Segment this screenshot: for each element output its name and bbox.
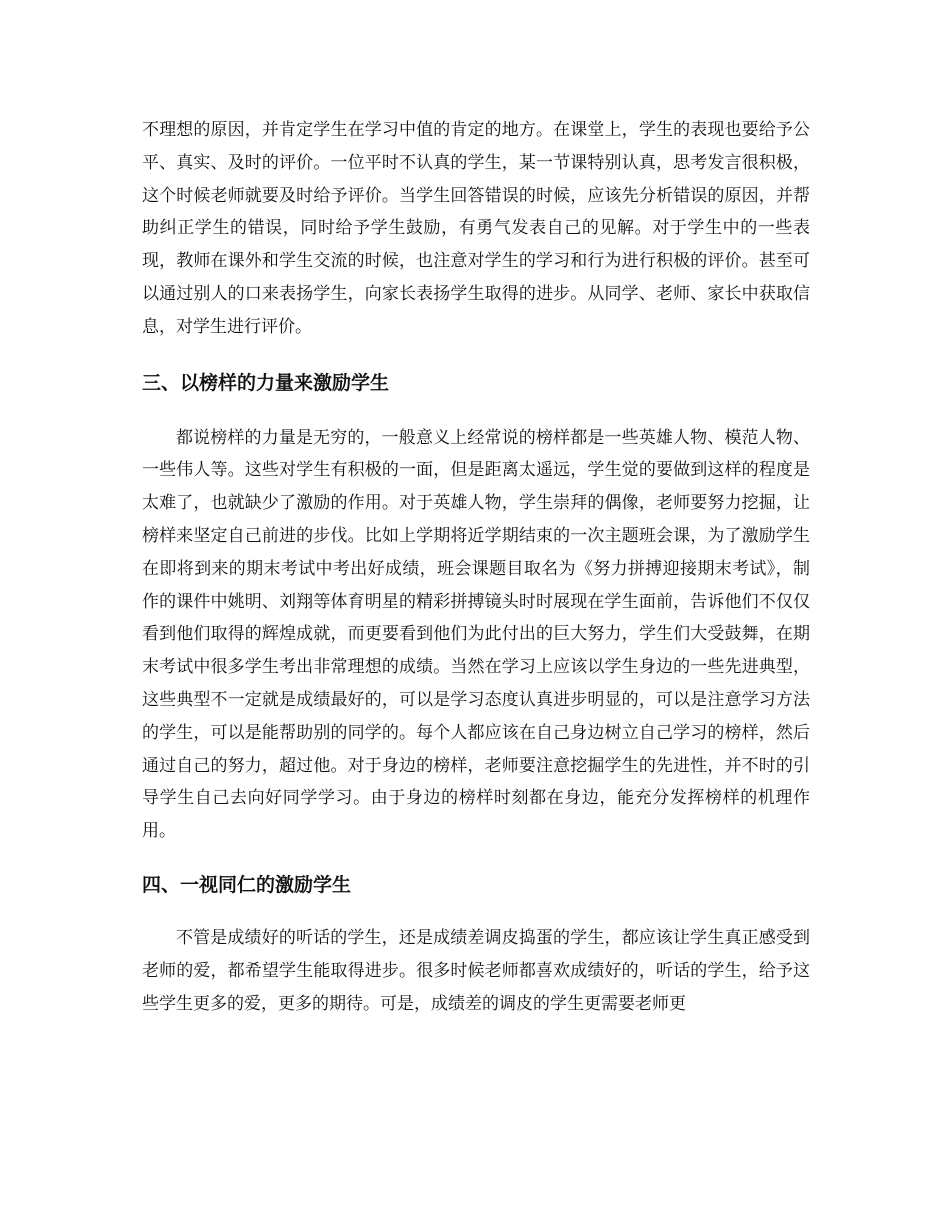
document-body — [142, 114, 810, 1020]
section-heading-equal-treatment: 四、一视同仁的激励学生 — [142, 873, 352, 896]
paragraph-equal-treatment: 不管是成绩好的听话的学生，还是成绩差调皮捣蛋的学生，都应该让学生真正感受到老师的爱，都希望学生能取得进步。很多时候老师都喜欢成绩好的，听话的学生，给予这些学生更多的爱，更多的期待。可是，成绩差的调皮的学生更需要老师更 — [142, 927, 810, 1014]
paragraph-role-models: 都说榜样的力量是无穷的，一般意义上经常说的榜样都是一些英雄人物、模范人物、一些伟人等。这些对学生有积极的一面，但是距离太遥远，学生觉的要做到这样的程度是太难了，也就缺少了激励的作用。对于英雄人物，学生崇拜的偶像，老师要努力挖掘，让榜样来坚定自己前进的步伐。比如上学期将近学期结束的一次主题班会课，为了激励学生在即将到来的期末考试中考出好成绩，班会课题目取名为《努力拼搏迎接期末考试》，制作的课件中姚明、刘翔等体育明星的精彩拼搏镜头时时展现在学生面前，告诉他们不仅仅看到他们取得的辉煌成就，而更要看到他们为此付出的巨大努力，学生们大受鼓舞，在期末考试中很多学生考出非常理想的成绩。当然在学习上应该以学生身边的一些先进典型，这些典型不一定就是成绩最好的，可以是学习态度认真进步明显的，可以是注意学习方法的学生，可以是能帮助别的同学的。每个人都应该在自己身边树立自己学习的榜样，然后通过自己的努力，超过他。对于身边的榜样，老师要注意挖掘学生的先进性，并不时的引导学生自己去向好同学学习。由于身边的榜样时刻都在身边，能充分发挥榜样的机理作用。 — [142, 427, 810, 842]
paragraph-evaluation: 不理想的原因，并肯定学生在学习中值的肯定的地方。在课堂上，学生的表现也要给予公平、真实、及时的评价。一位平时不认真的学生，某一节课特别认真，思考发言很积极，这个时候老师就要及时给予评价。当学生回答错误的时候，应该先分析错误的原因，并帮助纠正学生的错误，同时给予学生鼓励，有勇气发表自己的见解。对于学生中的一些表现，教师在课外和学生交流的时候，也注意对学生的学习和行为进行积极的评价。甚至可以通过别人的口来表扬学生，向家长表扬学生取得的进步。从同学、老师、家长中获取信息，对学生进行评价。 — [142, 120, 810, 337]
section-heading-role-models: 三、以榜样的力量来激励学生 — [142, 371, 390, 394]
